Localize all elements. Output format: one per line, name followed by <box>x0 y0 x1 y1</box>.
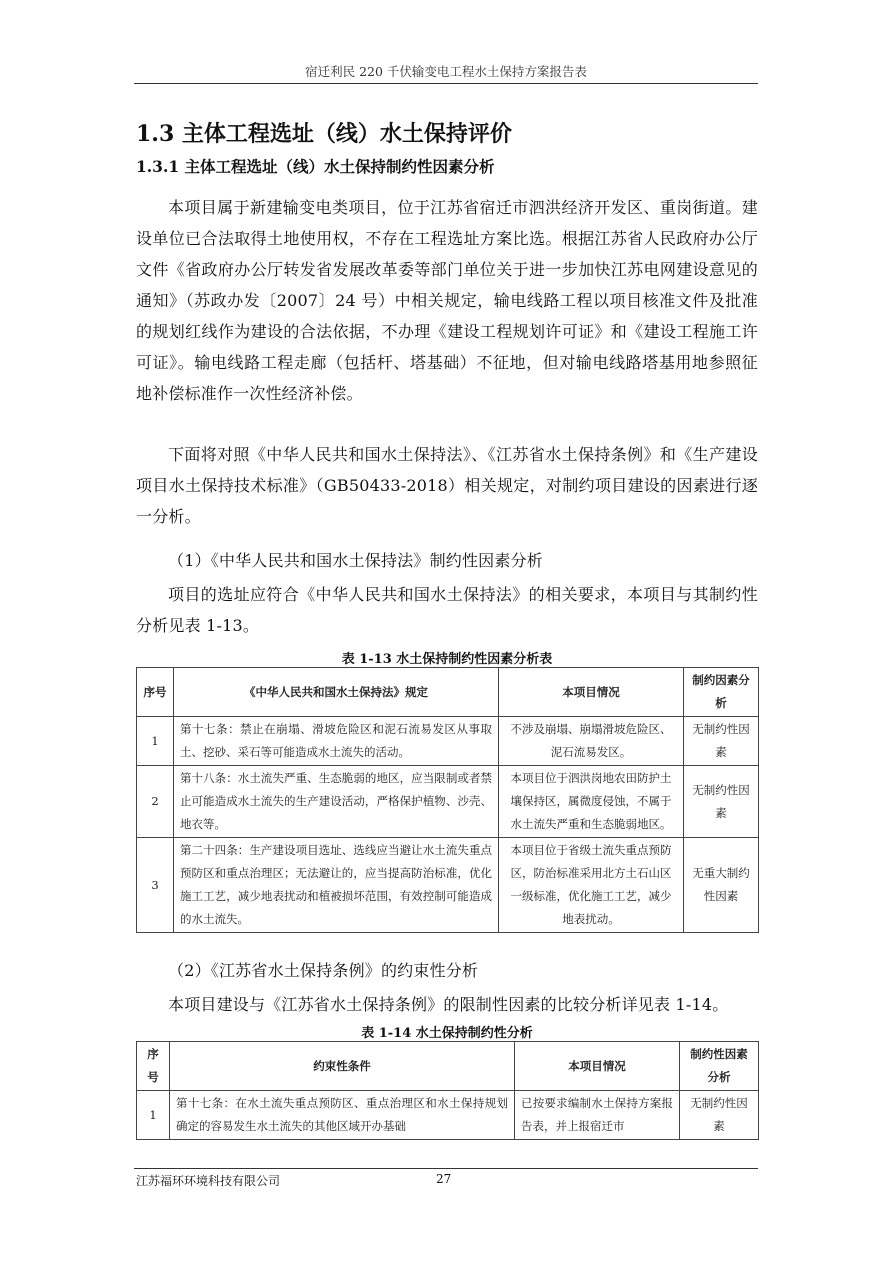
header-divider <box>134 83 758 84</box>
header-index: 序号 <box>137 668 174 717</box>
row-project-status: 已按要求编制水土保持方案报告表，并上报宿迁市 <box>515 1091 680 1140</box>
header-condition: 约束性条件 <box>170 1042 515 1091</box>
table-1-13 <box>136 667 759 933</box>
row-project-status: 本项目位于泗洪岗地农田防护土壤保持区，属微度侵蚀，不属于水土流失严重和生态脆弱地区。 <box>499 766 684 838</box>
page-header: 宿迁利民 220 千伏输变电工程水土保持方案报告表 <box>305 64 587 79</box>
header-regulation: 《中华人民共和国水土保持法》规定 <box>174 668 499 717</box>
table-header-row <box>137 668 759 717</box>
paragraph-item-2-heading: （2）《江苏省水土保持条例》的约束性分析 <box>168 961 479 980</box>
row-regulation: 第十八条：水土流失严重、生态脆弱的地区，应当限制或者禁止可能造成水土流失的生产建设活动，严格保护植物、沙壳、地衣等。 <box>174 766 499 838</box>
table-row <box>137 717 759 766</box>
row-project-status: 不涉及崩塌、崩塌滑坡危险区、泥石流易发区。 <box>499 717 684 766</box>
footer-company: 江苏福环环境科技有限公司 <box>136 1174 281 1188</box>
header-index: 序号 <box>137 1042 170 1091</box>
table-header-row <box>137 1042 759 1091</box>
subsection-heading: 1.3.1 主体工程选址（线）水土保持制约性因素分析 <box>136 157 495 176</box>
section-heading: 1.3 主体工程选址（线）水土保持评价 <box>136 121 512 147</box>
table-1-13-caption: 表 1-13 水土保持制约性因素分析表 <box>341 652 553 667</box>
paragraph-item-1-text: 项目的选址应符合《中华人民共和国水土保持法》的相关要求，本项目与其制约性分析见表 1-13。 <box>136 585 758 635</box>
header-constraint-analysis: 制约因素分析 <box>684 668 759 717</box>
table-row <box>137 1091 759 1140</box>
row-index: 1 <box>137 717 174 766</box>
row-project-status: 本项目位于省级土流失重点预防区，防治标准采用北方土石山区一级标准，优化施工工艺，减少地表扰动。 <box>499 838 684 933</box>
row-index: 1 <box>137 1091 170 1140</box>
table-1-14-caption: 表 1-14 水土保持制约性分析 <box>361 1026 533 1041</box>
row-index: 3 <box>137 838 174 933</box>
row-regulation: 第十七条：禁止在崩塌、滑坡危险区和泥石流易发区从事取土、挖砂、采石等可能造成水土流失的活动。 <box>174 717 499 766</box>
paragraph-intro: 本项目属于新建输变电类项目，位于江苏省宿迁市泗洪经济开发区、重岗街道。建设单位已合法取得土地使用权，不存在工程选址方案比选。根据江苏省人民政府办公厅文件《省政府办公厅转发省发展改革委等部门单位关于进一步加快江苏电网建设意见的通知》（苏政办发〔2007〕24 号）中相关规定，输电线路工程以项目核准文件及批准的规划红线作为建设的合法依据，不办理《建设工程规划许可证》和《建设工程施工许可证》。输电线路工程走廊（包括杆、塔基础）不征地，但对输电线路塔基用地参照征地补偿标准作一次性经济补偿。 <box>136 198 758 403</box>
paragraph-analysis-basis: 下面将对照《中华人民共和国水土保持法》、《江苏省水土保持条例》和《生产建设项目水土保持技术标准》（GB50433-2018）相关规定，对制约项目建设的因素进行逐一分析。 <box>136 445 758 526</box>
table-row <box>137 766 759 838</box>
paragraph-item-1-heading: （1）《中华人民共和国水土保持法》制约性因素分析 <box>168 551 543 570</box>
row-condition: 第十七条：在水土流失重点预防区、重点治理区和水土保持规划确定的容易发生水土流失的其他区域开办基础 <box>170 1091 515 1140</box>
row-regulation: 第二十四条：生产建设项目选址、选线应当避让水土流失重点预防区和重点治理区；无法避让的，应当提高防治标准，优化施工工艺，减少地表扰动和植被损坏范围，有效控制可能造成的水土流失。 <box>174 838 499 933</box>
row-constraint: 无制约性因素 <box>684 717 759 766</box>
header-project-status: 本项目情况 <box>515 1042 680 1091</box>
row-constraint: 无制约性因素 <box>684 766 759 838</box>
paragraph-item-2-text: 本项目建设与《江苏省水土保持条例》的限制性因素的比较分析详见表 1-14。 <box>168 995 729 1014</box>
page-number: 27 <box>436 1172 452 1186</box>
row-index: 2 <box>137 766 174 838</box>
header-project-status: 本项目情况 <box>499 668 684 717</box>
table-row <box>137 838 759 933</box>
row-constraint: 无重大制约性因素 <box>684 838 759 933</box>
table-1-14 <box>136 1041 759 1140</box>
footer-divider <box>134 1168 758 1169</box>
header-constraint-analysis: 制约性因素分析 <box>680 1042 759 1091</box>
row-constraint: 无制约性因素 <box>680 1091 759 1140</box>
